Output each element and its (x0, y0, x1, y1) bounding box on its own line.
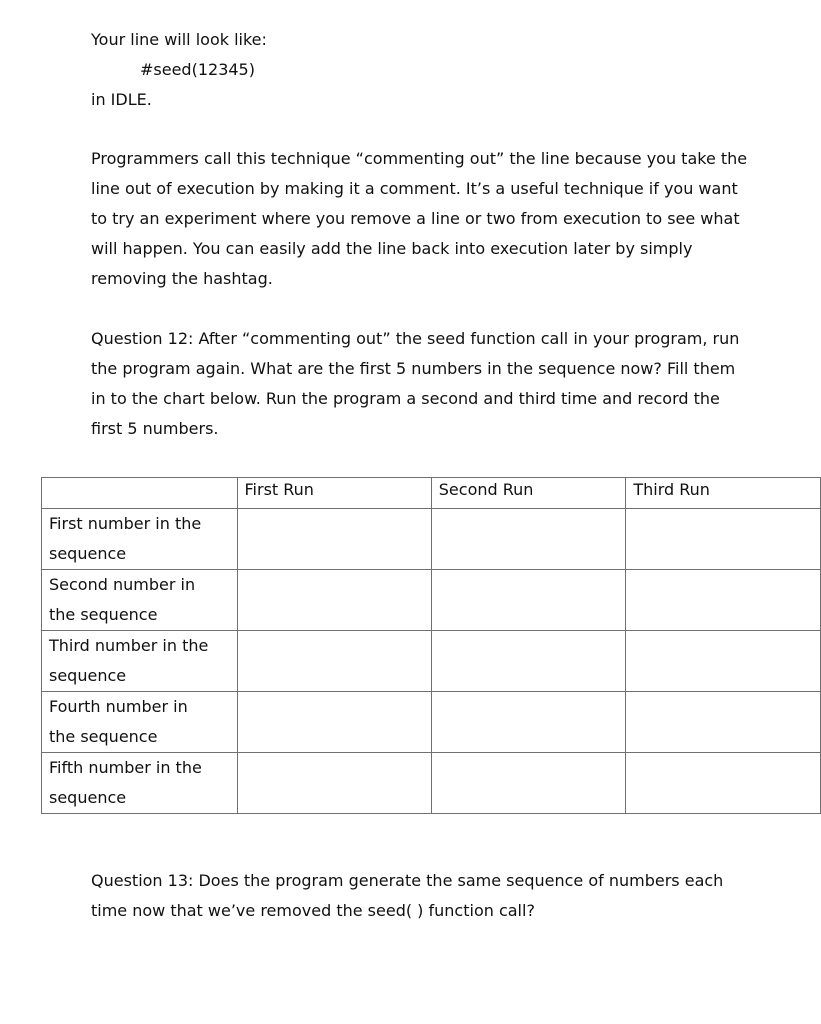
third-run-cell[interactable] (626, 631, 821, 692)
question-13: Question 13: Does the program generate the same sequence of numbers each time now that we’ve removed the seed( ) function call? (91, 871, 724, 920)
table-row (42, 692, 821, 753)
row-label: Second number in the sequence (42, 570, 238, 631)
table-header-row (42, 478, 821, 509)
second-run-cell[interactable] (431, 753, 626, 814)
row-label: Third number in the sequence (42, 631, 238, 692)
row-label: Fourth number in the sequence (42, 692, 238, 753)
first-run-cell[interactable] (237, 753, 431, 814)
third-run-cell[interactable] (626, 509, 821, 570)
second-run-cell[interactable] (431, 692, 626, 753)
first-run-cell[interactable] (237, 692, 431, 753)
table-header-blank (42, 478, 238, 509)
second-run-cell[interactable] (431, 631, 626, 692)
table-row (42, 753, 821, 814)
second-run-cell[interactable] (431, 509, 626, 570)
first-run-cell[interactable] (237, 509, 431, 570)
table-header-third-run: Third Run (626, 478, 821, 509)
table-header-first-run: First Run (237, 478, 431, 509)
third-run-cell[interactable] (626, 570, 821, 631)
third-run-cell[interactable] (626, 692, 821, 753)
commenting-out-paragraph: Programmers call this technique “commenting out” the line because you take the line out of execution by making it a comment. It’s a useful technique if you want to try an experiment where you remove a line or two from execution to see what will happen. You can easily add the line back into execution later by simply removing the hashtag. (91, 149, 748, 288)
intro-text: Your line will look like: (91, 30, 267, 49)
intro-idle-text: in IDLE. (91, 90, 152, 109)
first-run-cell[interactable] (237, 570, 431, 631)
question-12: Question 12: After “commenting out” the seed function call in your program, run the program again. What are the first 5 numbers in the sequence now? Fill them in to the chart below. Run the program a second and third time and record the first 5 numbers. (91, 329, 740, 438)
first-run-cell[interactable] (237, 631, 431, 692)
table-row (42, 631, 821, 692)
table-header-second-run: Second Run (431, 478, 626, 509)
table-row (42, 570, 821, 631)
third-run-cell[interactable] (626, 753, 821, 814)
table-row (42, 509, 821, 570)
second-run-cell[interactable] (431, 570, 626, 631)
row-label: Fifth number in the sequence (42, 753, 238, 814)
results-table (41, 477, 821, 814)
row-label: First number in the sequence (42, 509, 238, 570)
code-sample: #seed(12345) (140, 60, 255, 79)
